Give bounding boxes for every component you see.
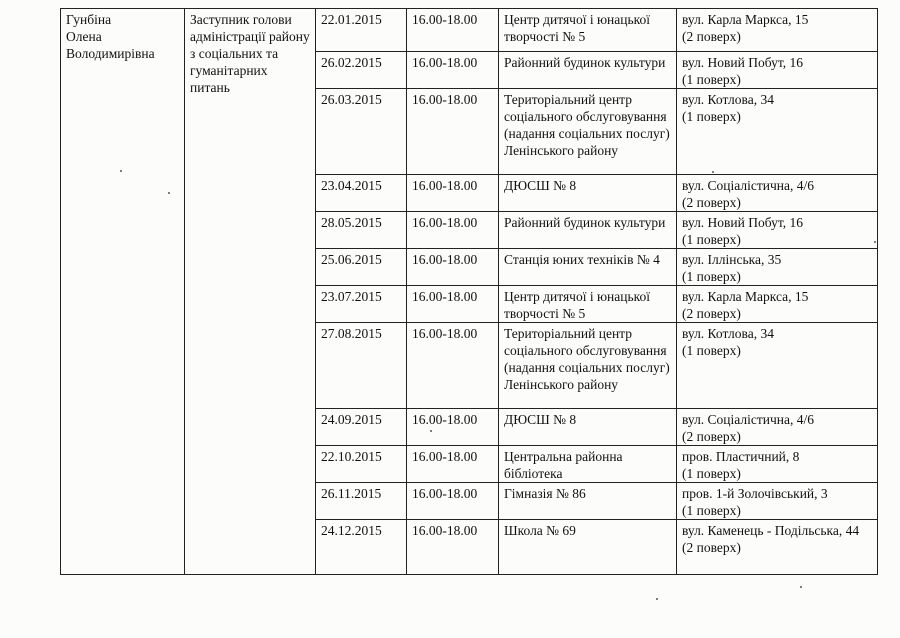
time-cell: 16.00-18.00 (407, 323, 499, 409)
date-cell: 26.11.2015 (316, 483, 407, 520)
date-cell: 23.07.2015 (316, 286, 407, 323)
date-cell: 28.05.2015 (316, 212, 407, 249)
address-cell: вул. Соціалістична, 4/6 (2 поверх) (677, 409, 878, 446)
address-cell: вул. Карла Маркса, 15 (2 поверх) (677, 286, 878, 323)
venue-cell: Центральна районна бібліотека (499, 446, 677, 483)
address-cell: вул. Котлова, 34 (1 поверх) (677, 323, 878, 409)
venue-cell: Центр дитячої і юнацької творчості № 5 (499, 9, 677, 52)
time-cell: 16.00-18.00 (407, 286, 499, 323)
venue-cell: Станція юних техніків № 4 (499, 249, 677, 286)
schedule-body (61, 9, 878, 575)
time-cell: 16.00-18.00 (407, 52, 499, 89)
schedule-row (61, 9, 878, 52)
time-cell: 16.00-18.00 (407, 89, 499, 175)
scan-speck (656, 598, 658, 600)
reception-schedule-table (60, 8, 878, 575)
address-cell: вул. Соціалістична, 4/6 (2 поверх) (677, 175, 878, 212)
date-cell: 24.12.2015 (316, 520, 407, 575)
date-cell: 23.04.2015 (316, 175, 407, 212)
venue-cell: Гімназія № 86 (499, 483, 677, 520)
date-cell: 26.03.2015 (316, 89, 407, 175)
address-cell: вул. Котлова, 34 (1 поверх) (677, 89, 878, 175)
date-cell: 27.08.2015 (316, 323, 407, 409)
date-cell: 26.02.2015 (316, 52, 407, 89)
time-cell: 16.00-18.00 (407, 249, 499, 286)
scan-speck (430, 430, 432, 432)
address-cell: пров. Пластичний, 8 (1 поверх) (677, 446, 878, 483)
address-cell: вул. Новий Побут, 16 (1 поверх) (677, 52, 878, 89)
time-cell: 16.00-18.00 (407, 483, 499, 520)
venue-cell: ДЮСШ № 8 (499, 409, 677, 446)
time-cell: 16.00-18.00 (407, 175, 499, 212)
address-cell: вул. Новий Побут, 16 (1 поверх) (677, 212, 878, 249)
time-cell: 16.00-18.00 (407, 9, 499, 52)
time-cell: 16.00-18.00 (407, 212, 499, 249)
venue-cell: ДЮСШ № 8 (499, 175, 677, 212)
scan-speck (874, 241, 876, 243)
venue-cell: Районний будинок культури (499, 212, 677, 249)
address-cell: вул. Іллінська, 35 (1 поверх) (677, 249, 878, 286)
venue-cell: Школа № 69 (499, 520, 677, 575)
time-cell: 16.00-18.00 (407, 446, 499, 483)
scan-speck (800, 586, 802, 588)
official-name: Гунбіна Олена Володимирівна (61, 9, 185, 575)
address-cell: вул. Карла Маркса, 15 (2 поверх) (677, 9, 878, 52)
date-cell: 25.06.2015 (316, 249, 407, 286)
scan-speck (120, 170, 122, 172)
scan-speck (712, 171, 714, 173)
venue-cell: Територіальний центр соціального обслуговування (надання соціальних послуг) Ленінського району (499, 89, 677, 175)
date-cell: 22.01.2015 (316, 9, 407, 52)
address-cell: вул. Каменець - Подільська, 44 (2 поверх) (677, 520, 878, 575)
scan-speck (168, 192, 170, 194)
date-cell: 22.10.2015 (316, 446, 407, 483)
venue-cell: Районний будинок культури (499, 52, 677, 89)
venue-cell: Центр дитячої і юнацької творчості № 5 (499, 286, 677, 323)
time-cell: 16.00-18.00 (407, 409, 499, 446)
venue-cell: Територіальний центр соціального обслуговування (надання соціальних послуг) Ленінського району (499, 323, 677, 409)
address-cell: пров. 1-й Золочівський, 3 (1 поверх) (677, 483, 878, 520)
date-cell: 24.09.2015 (316, 409, 407, 446)
time-cell: 16.00-18.00 (407, 520, 499, 575)
official-position: Заступник голови адміністрації району з соціальних та гуманітарних питань (185, 9, 316, 575)
